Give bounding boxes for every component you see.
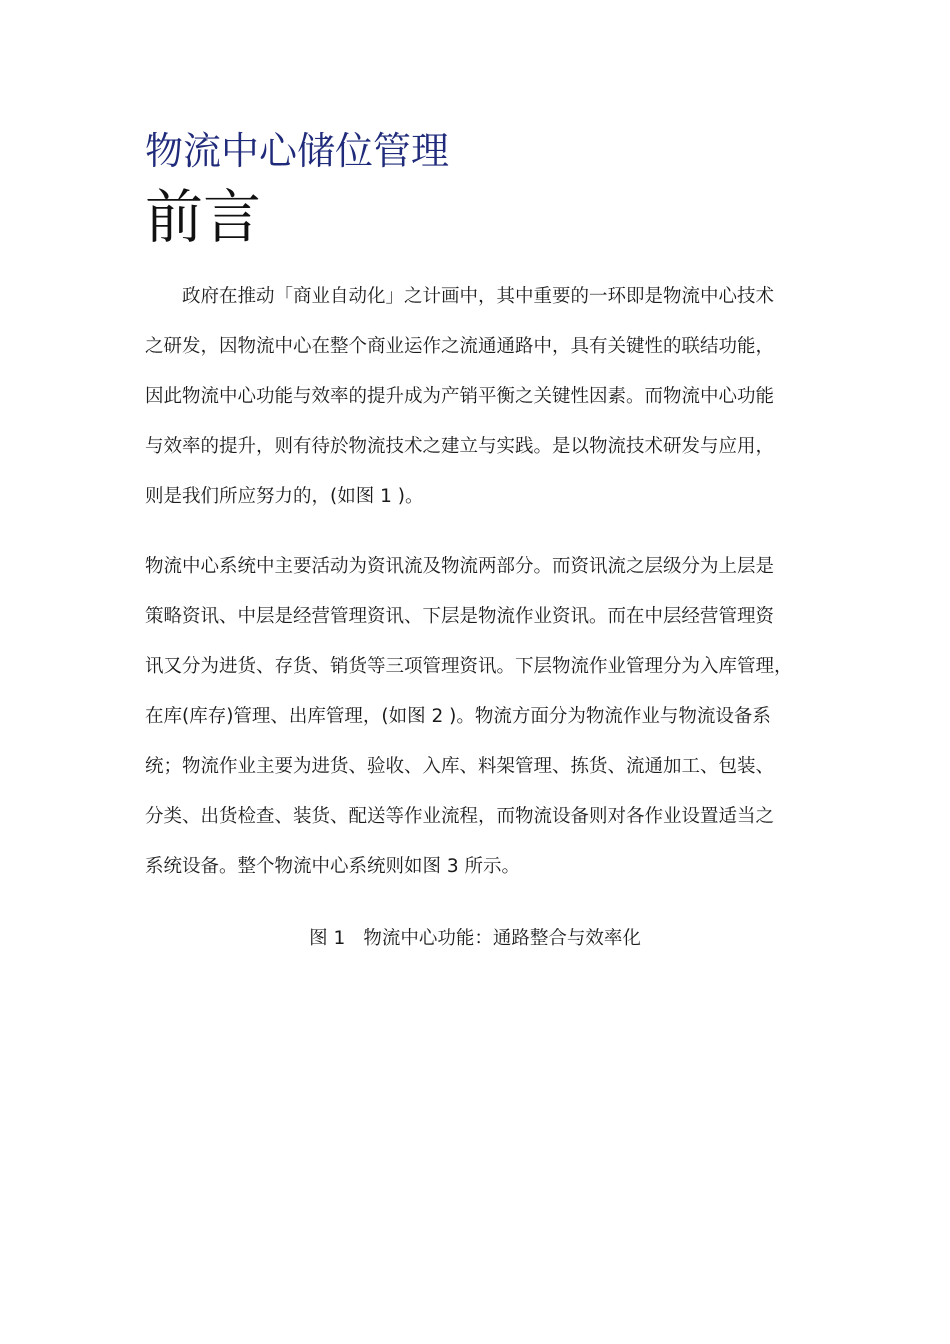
paragraph-line: 之研发，因物流中心在整个商业运作之流通通路中，具有关键性的联结功能， bbox=[145, 336, 775, 357]
section-heading-preface: 前言 bbox=[145, 183, 262, 251]
figure-caption bbox=[0, 922, 950, 956]
figure-caption-label: 图 1 bbox=[309, 928, 346, 949]
paragraph-line: 政府在推动「商业自动化」之计画中，其中重要的一环即是物流中心技术 bbox=[182, 286, 775, 307]
paragraph-line: 因此物流中心功能与效率的提升成为产销平衡之关键性因素。而物流中心功能 bbox=[145, 386, 775, 407]
paragraph-line: 物流中心系统中主要活动为资讯流及物流两部分。而资讯流之层级分为上层是 bbox=[145, 556, 775, 577]
paragraph-line: 在库(库存)管理、出库管理，(如图 2 )。物流方面分为物流作业与物流设备系 bbox=[145, 706, 771, 727]
paragraph-line: 与效率的提升，则有待於物流技术之建立与实践。是以物流技术研发与应用， bbox=[145, 436, 775, 457]
paragraph-line: 则是我们所应努力的，(如图 1 )。 bbox=[145, 486, 424, 507]
document-title: 物流中心储位管理 bbox=[145, 129, 450, 173]
paragraph-line: 策略资讯、中层是经营管理资讯、下层是物流作业资讯。而在中层经营管理资 bbox=[145, 606, 775, 627]
paragraph-line: 分类、出货检查、装货、配送等作业流程，而物流设备则对各作业设置适当之 bbox=[145, 806, 775, 827]
paragraph-intro bbox=[145, 272, 815, 522]
figure-caption-text: 物流中心功能：通路整合与效率化 bbox=[363, 928, 641, 949]
paragraph-system-overview bbox=[145, 542, 815, 892]
paragraph-line: 讯又分为进货、存货、销货等三项管理资讯。下层物流作业管理分为入库管理， bbox=[145, 656, 793, 677]
paragraph-line: 统；物流作业主要为进货、验收、入库、料架管理、拣货、流通加工、包装、 bbox=[145, 756, 775, 777]
paragraph-line: 系统设备。整个物流中心系统则如图 3 所示。 bbox=[145, 856, 521, 877]
